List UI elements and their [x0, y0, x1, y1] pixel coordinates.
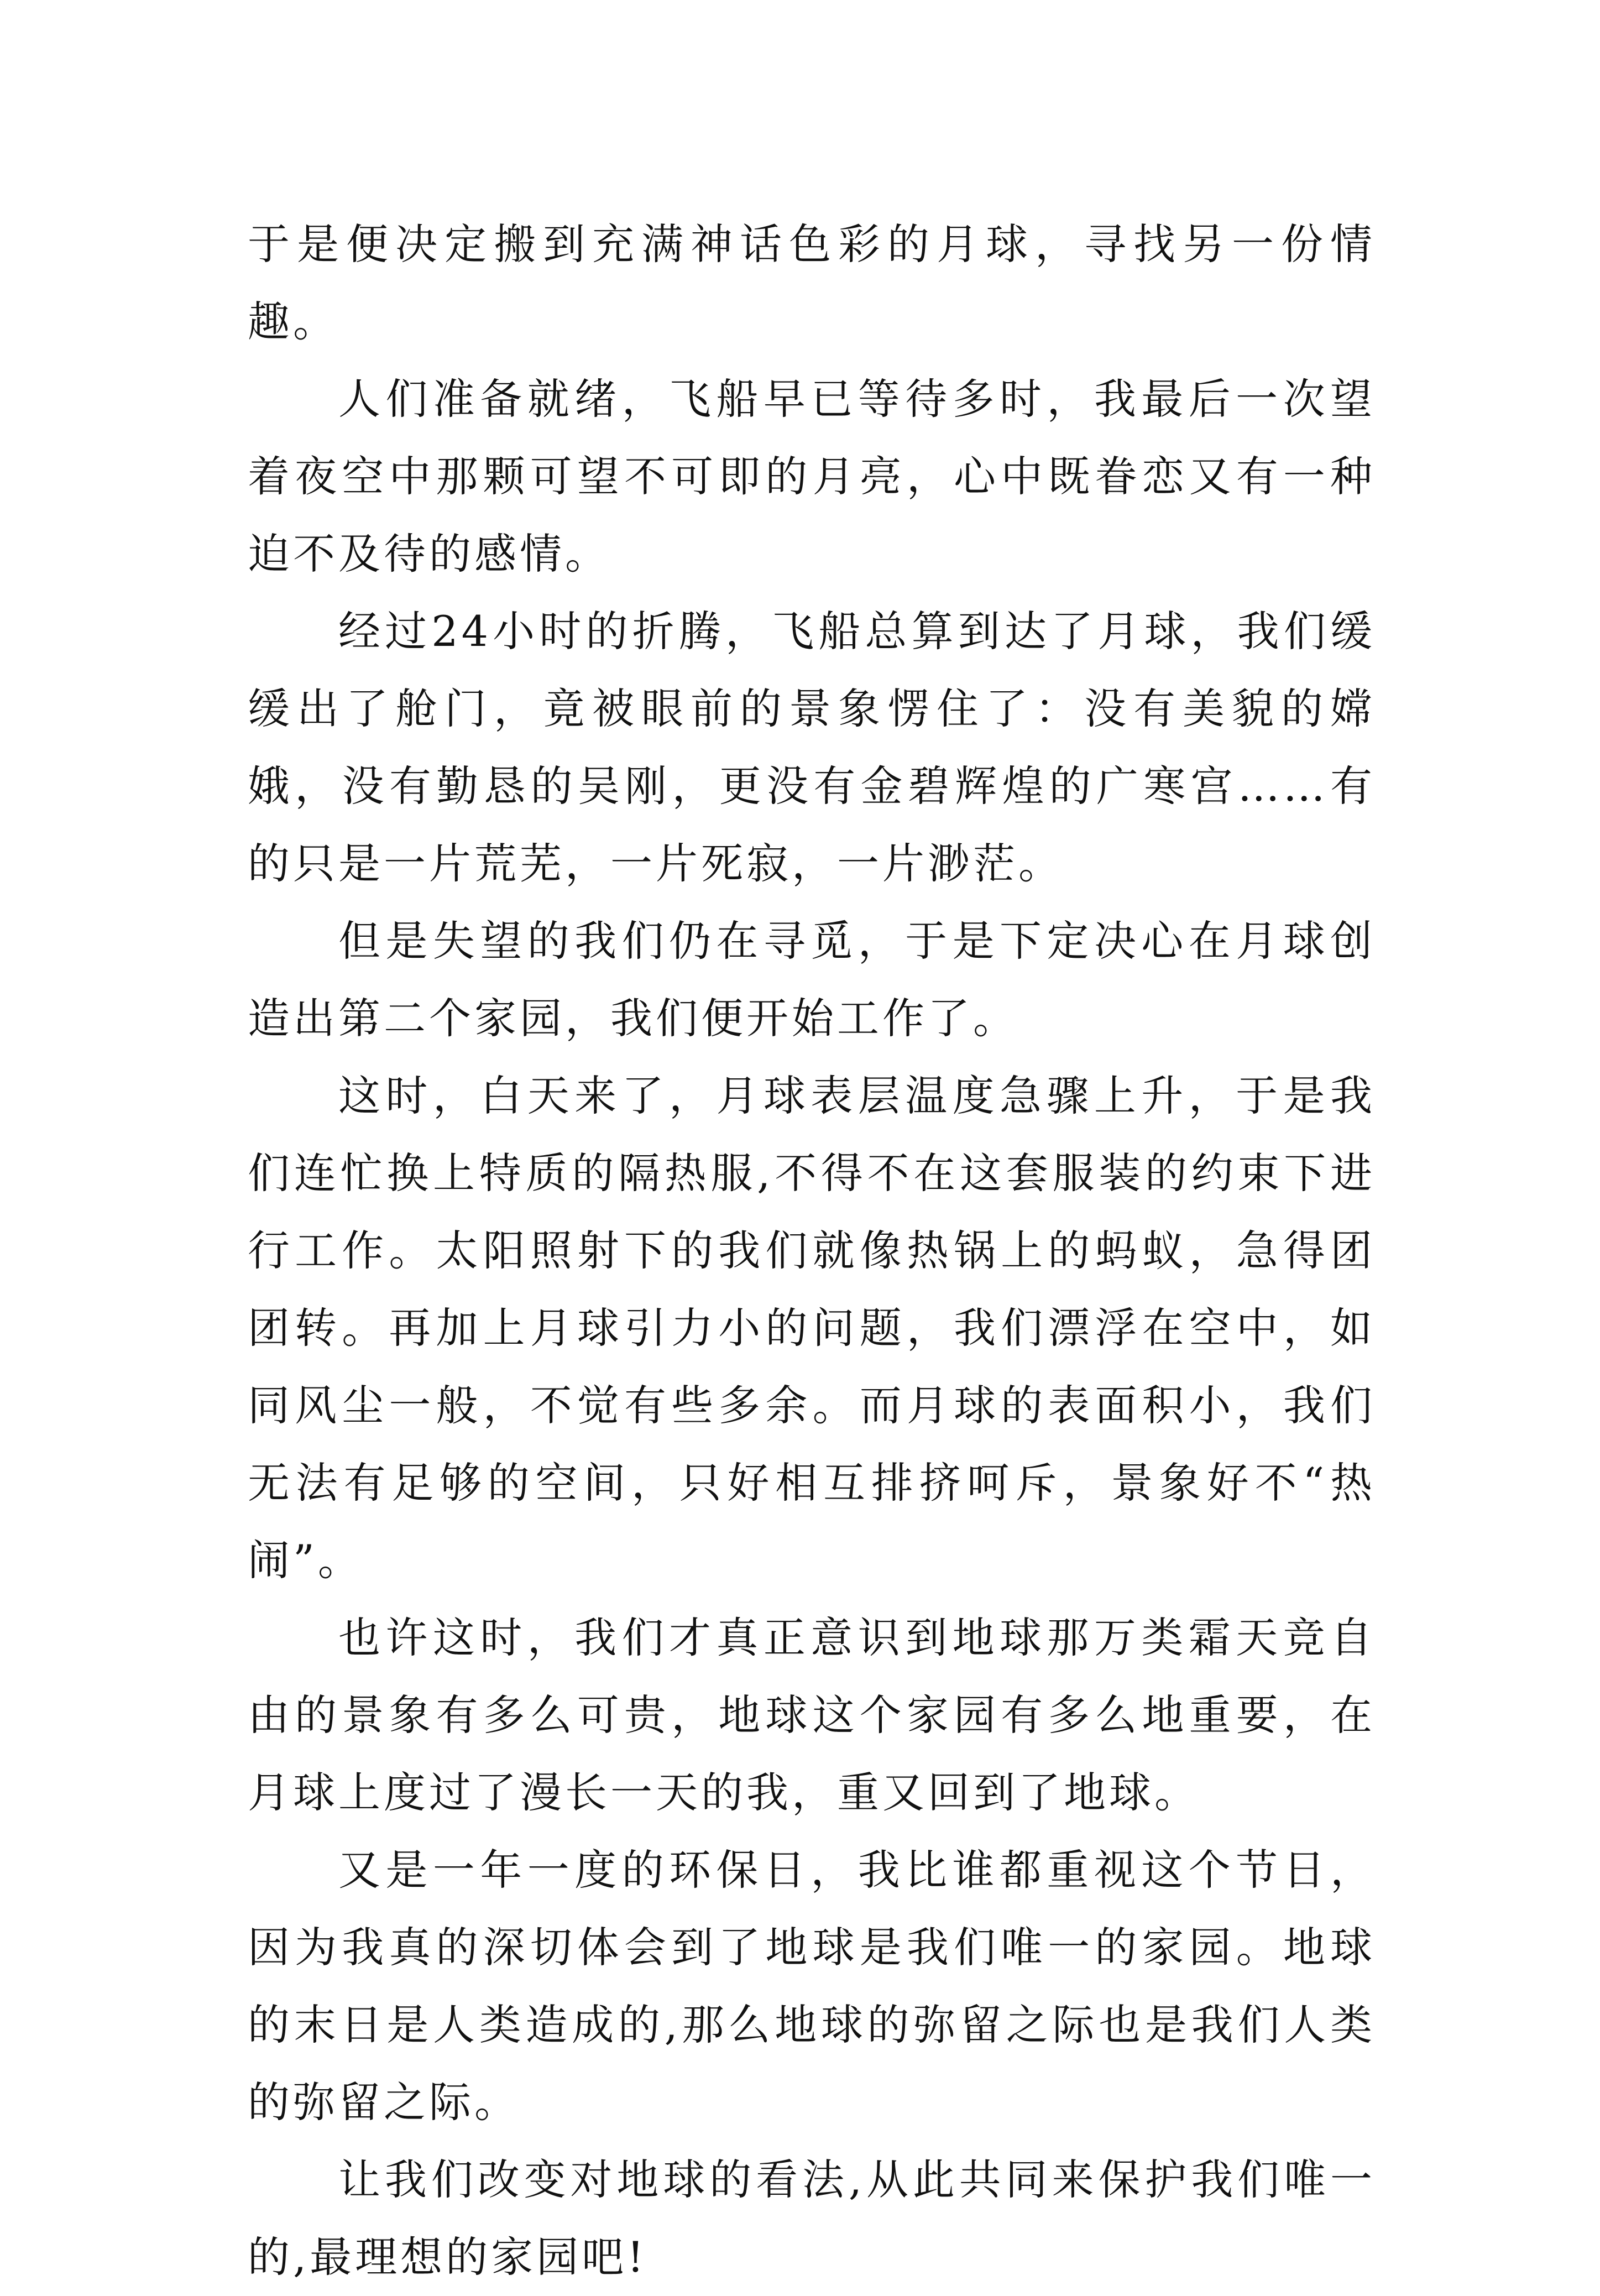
paragraph-3: 经过24小时的折腾，飞船总算到达了月球，我们缓缓出了舱门，竟被眼前的景象愣住了：没有美貌的嫦娥，没有勤恳的吴刚，更没有金碧辉煌的广寒宫……有的只是一片荒芜，一片死寂，一片渺茫。 [248, 607, 1376, 888]
paragraph-5: 这时，白天来了，月球表层温度急骤上升，于是我们连忙换上特质的隔热服,不得不在这套服装的约束下进行工作。太阳照射下的我们就像热锅上的蚂蚁，急得团团转。再加上月球引力小的问题，我们漂浮在空中，如同风尘一般，不觉有些多余。而月球的表面积小，我们无法有足够的空间，只好相互排挤呵斥，景象好不“热闹”。 [248, 1071, 1376, 1585]
paragraph-1: 于是便决定搬到充满神话色彩的月球，寻找另一份情趣。 [248, 220, 1376, 346]
paragraph-7: 又是一年一度的环保日，我比谁都重视这个节日，因为我真的深切体会到了地球是我们唯一的家园。地球的末日是人类造成的,那么地球的弥留之际也是我们人类的弥留之际。 [248, 1845, 1376, 2127]
paragraph-2: 人们准备就绪，飞船早已等待多时，我最后一次望着夜空中那颗可望不可即的月亮，心中既眷恋又有一种迫不及待的感情。 [248, 374, 1376, 578]
document-body [248, 206, 1376, 2296]
paragraph-8: 让我们改变对地球的看法,从此共同来保护我们唯一的,最理想的家园吧! [248, 2155, 1376, 2282]
paragraph-4: 但是失望的我们仍在寻觅，于是下定决心在月球创造出第二个家园，我们便开始工作了。 [248, 916, 1376, 1043]
paragraph-6: 也许这时，我们才真正意识到地球那万类霜天竞自由的景象有多么可贵，地球这个家园有多么地重要，在月球上度过了漫长一天的我，重又回到了地球。 [248, 1613, 1376, 1817]
